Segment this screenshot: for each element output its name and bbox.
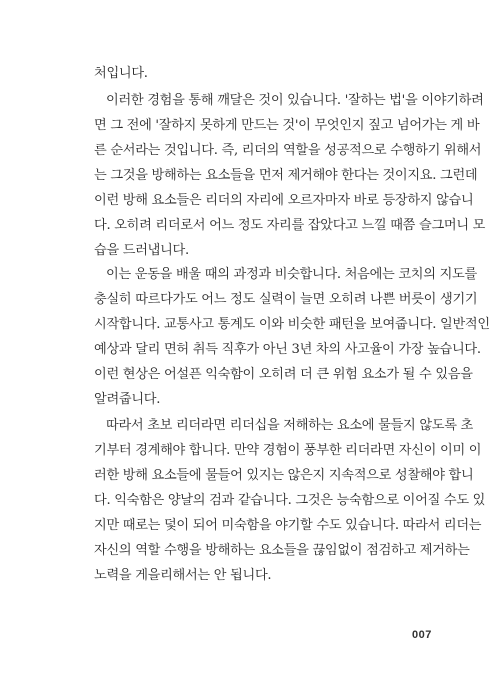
paragraph-line: 따라서 초보 리더라면 리더십을 저해하는 요소에 물들지 않도록 초 bbox=[106, 418, 473, 433]
paragraph-line: 이러한 경험을 통해 깨달은 것이 있습니다. '잘하는 법'을 이야기하려 bbox=[106, 93, 484, 108]
paragraph-line: 른 순서라는 것입니다. 즉, 리더의 역할을 성공적으로 수행하기 위해서 bbox=[94, 143, 482, 158]
paragraph-line: 알려줍니다. bbox=[94, 392, 161, 407]
paragraph-line: 다. 오히려 리더로서 어느 정도 자리를 잡았다고 느낄 때쯤 슬그머니 모 bbox=[94, 218, 486, 233]
page-number: 007 bbox=[412, 629, 432, 641]
paragraph-line: 습을 드러냅니다. bbox=[94, 243, 189, 258]
paragraph-line: 시작합니다. 교통사고 통계도 이와 비슷한 패턴을 보여줍니다. 일반적인 bbox=[94, 317, 490, 332]
paragraph-line: 이런 현상은 어설픈 익숙함이 오히려 더 큰 위험 요소가 될 수 있음을 bbox=[94, 367, 473, 382]
paragraph-line: 러한 방해 요소들에 물들어 있지는 않은지 지속적으로 성찰해야 합니 bbox=[94, 468, 474, 483]
paragraph-line: 예상과 달리 면허 취득 직후가 아닌 3년 차의 사고율이 가장 높습니다. bbox=[94, 342, 481, 357]
paragraph-line: 자신의 역할 수행을 방해하는 요소들을 끊임없이 점검하고 제거하는 bbox=[94, 543, 470, 558]
paragraph-line: 처입니다. bbox=[94, 66, 148, 81]
paragraph-line: 기부터 경계해야 합니다. 만약 경험이 풍부한 리더라면 자신이 이미 이 bbox=[94, 443, 482, 458]
paragraph-line: 다. 익숙함은 양날의 검과 같습니다. 그것은 능숙함으로 이어질 수도 있 bbox=[94, 493, 486, 508]
paragraph-line: 이런 방해 요소들은 리더의 자리에 오르자마자 바로 등장하지 않습니 bbox=[94, 193, 474, 208]
paragraph-line: 노력을 게을리해서는 안 됩니다. bbox=[94, 568, 272, 583]
paragraph-line: 지만 때로는 덫이 되어 미숙함을 야기할 수도 있습니다. 따라서 리더는 bbox=[94, 518, 482, 533]
paragraph-line: 충실히 따르다가도 어느 정도 실력이 늘면 오히려 나쁜 버릇이 생기기 bbox=[94, 292, 478, 307]
paragraph-line: 이는 운동을 배울 때의 과정과 비슷합니다. 처음에는 코치의 지도를 bbox=[106, 267, 477, 282]
paragraph-line: 는 그것을 방해하는 요소들을 먼저 제거해야 한다는 것이지요. 그런데 bbox=[94, 168, 478, 183]
paragraph-line: 면 그 전에 '잘하지 못하게 만드는 것'이 무엇인지 짚고 넘어가는 게 바 bbox=[94, 118, 480, 133]
